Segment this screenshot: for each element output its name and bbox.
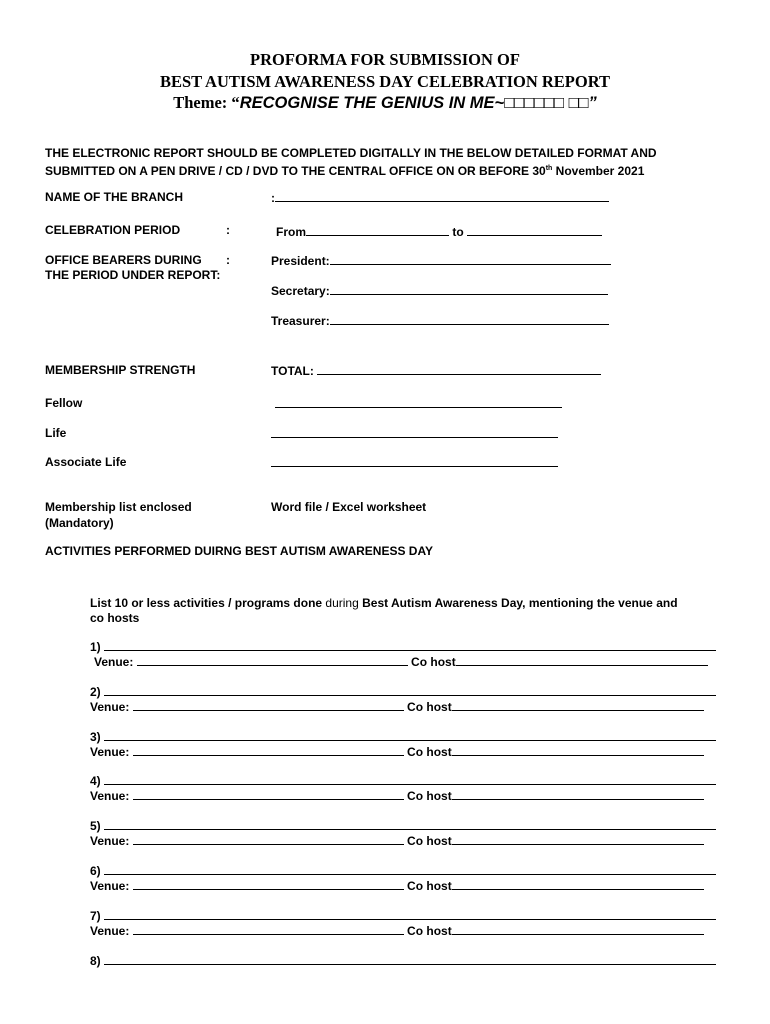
venue-label: Venue: — [90, 700, 130, 714]
cohost-input-line[interactable] — [452, 744, 704, 756]
membership-list-label-line-1: Membership list enclosed — [45, 500, 192, 514]
cohost-label: Co host — [407, 924, 452, 938]
title-line-2: BEST AUTISM AWARENESS DAY CELEBRATION REPORT — [159, 72, 611, 91]
cohost-label: Co host — [411, 655, 456, 669]
branch-label: NAME OF THE BRANCH — [45, 190, 183, 204]
venue-input-line[interactable] — [133, 878, 404, 890]
activity-number: 6) — [90, 864, 101, 878]
venue-label: Venue: — [94, 655, 134, 669]
president-input-line[interactable] — [330, 253, 611, 265]
period-from-input-line[interactable] — [306, 224, 449, 236]
cohost-label: Co host — [407, 879, 452, 893]
president-label: President: — [271, 254, 330, 268]
branch-colon: : — [271, 191, 275, 205]
activity-line[interactable] — [90, 908, 716, 924]
president-field[interactable] — [271, 253, 611, 269]
venue-cohost-line[interactable] — [90, 744, 704, 760]
instruction-superscript: th — [545, 165, 553, 172]
cohost-input-line[interactable] — [452, 833, 704, 845]
fellow-field[interactable] — [275, 396, 562, 412]
treasurer-field[interactable] — [271, 313, 609, 329]
instruction-line-2-date: November 2021 — [552, 164, 645, 178]
cohost-label: Co host — [407, 834, 452, 848]
activity-line[interactable] — [90, 818, 716, 834]
period-from-label: From — [276, 225, 306, 239]
activity-line[interactable] — [90, 729, 716, 745]
venue-cohost-line[interactable] — [90, 788, 704, 804]
associate-life-input-line[interactable] — [271, 455, 558, 467]
venue-label: Venue: — [90, 834, 130, 848]
activity-input-line[interactable] — [104, 773, 716, 785]
activity-input-line[interactable] — [104, 639, 716, 651]
venue-input-line[interactable] — [133, 744, 404, 756]
treasurer-label: Treasurer: — [271, 314, 330, 328]
activity-number: 3) — [90, 730, 101, 744]
venue-label: Venue: — [90, 879, 130, 893]
treasurer-input-line[interactable] — [330, 313, 609, 325]
total-input-line[interactable] — [317, 363, 601, 375]
secretary-field[interactable] — [271, 283, 608, 299]
theme-text: RECOGNISE THE GENIUS IN ME~ — [239, 94, 505, 112]
venue-label: Venue: — [90, 924, 130, 938]
period-to-input-line[interactable] — [467, 224, 602, 236]
venue-input-line[interactable] — [137, 654, 408, 666]
cohost-label: Co host — [407, 745, 452, 759]
cohost-input-line[interactable] — [456, 654, 708, 666]
branch-input-line[interactable] — [275, 190, 609, 202]
life-label: Life — [45, 426, 67, 440]
theme-line — [0, 92, 770, 114]
activity-input-line[interactable] — [104, 818, 716, 830]
associate-life-label: Associate Life — [45, 455, 127, 469]
activity-number: 1) — [90, 640, 101, 654]
venue-cohost-line[interactable] — [94, 654, 708, 670]
activity-input-line[interactable] — [104, 953, 716, 965]
intro-text-post: Best Autism Awareness Day, mentioning the venue and — [358, 596, 678, 610]
activity-number: 5) — [90, 819, 101, 833]
theme-unrendered-glyphs: □□□□□□ □□” — [504, 94, 597, 112]
activity-line[interactable] — [90, 639, 716, 655]
period-label: CELEBRATION PERIOD — [45, 223, 181, 237]
fellow-input-line[interactable] — [275, 396, 562, 408]
bearers-label-line-2: THE PERIOD UNDER REPORT: — [45, 268, 221, 282]
theme-prefix: Theme: “ — [173, 93, 240, 112]
venue-label: Venue: — [90, 789, 130, 803]
activity-number: 2) — [90, 685, 101, 699]
activity-number: 4) — [90, 774, 101, 788]
venue-input-line[interactable] — [133, 699, 404, 711]
instruction-line-2-text: SUBMITTED ON A PEN DRIVE / CD / DVD TO THE CENTRAL OFFICE ON OR BEFORE 30 — [45, 164, 546, 178]
activity-input-line[interactable] — [104, 863, 716, 875]
cohost-label: Co host — [407, 789, 452, 803]
bearers-colon: : — [226, 253, 230, 267]
instruction-line-1: THE ELECTRONIC REPORT SHOULD BE COMPLETED DIGITALLY IN THE BELOW DETAILED FORMAT AND — [45, 146, 657, 160]
fellow-label: Fellow — [45, 396, 83, 410]
activity-line[interactable] — [90, 684, 716, 700]
activity-line[interactable] — [90, 863, 716, 879]
period-field[interactable] — [276, 224, 602, 240]
activity-number: 7) — [90, 909, 101, 923]
associate-life-field[interactable] — [271, 455, 558, 471]
branch-field[interactable] — [271, 190, 609, 206]
secretary-label: Secretary: — [271, 284, 330, 298]
membership-total-field[interactable] — [271, 363, 601, 379]
cohost-input-line[interactable] — [452, 923, 704, 935]
cohost-input-line[interactable] — [452, 878, 704, 890]
bearers-label-line-1: OFFICE BEARERS DURING — [45, 253, 202, 267]
title-line-1: PROFORMA FOR SUBMISSION OF — [250, 50, 520, 69]
activity-input-line[interactable] — [104, 684, 716, 696]
venue-input-line[interactable] — [133, 923, 404, 935]
cohost-label: Co host — [407, 700, 452, 714]
period-colon: : — [226, 223, 230, 237]
venue-input-line[interactable] — [133, 788, 404, 800]
life-input-line[interactable] — [271, 426, 558, 438]
instruction-line-2 — [45, 161, 644, 179]
venue-cohost-line[interactable] — [90, 833, 704, 849]
activity-line[interactable] — [90, 953, 716, 969]
activities-heading: ACTIVITIES PERFORMED DUIRNG BEST AUTISM AWARENESS DAY — [45, 544, 434, 558]
venue-cohost-line[interactable] — [90, 878, 704, 894]
activity-number: 8) — [90, 954, 101, 968]
activity-line[interactable] — [90, 773, 716, 789]
venue-cohost-line[interactable] — [90, 923, 704, 939]
cohost-input-line[interactable] — [452, 699, 704, 711]
total-label: TOTAL: — [271, 364, 314, 378]
venue-cohost-line[interactable] — [90, 699, 704, 715]
life-field[interactable] — [271, 426, 558, 442]
secretary-input-line[interactable] — [330, 283, 608, 295]
activity-input-line[interactable] — [104, 908, 716, 920]
membership-list-label-line-2: (Mandatory) — [45, 516, 114, 530]
intro-text-during: during — [325, 596, 359, 610]
period-to-label: to — [449, 225, 467, 239]
membership-list-value: Word file / Excel worksheet — [271, 500, 427, 514]
activities-intro-line-1 — [90, 596, 678, 611]
cohost-input-line[interactable] — [452, 788, 704, 800]
activities-intro-line-2: co hosts — [90, 611, 140, 625]
venue-label: Venue: — [90, 745, 130, 759]
membership-label: MEMBERSHIP STRENGTH — [45, 363, 196, 377]
activity-input-line[interactable] — [104, 729, 716, 741]
intro-text-pre: List 10 or less activities / programs done — [90, 596, 326, 610]
venue-input-line[interactable] — [133, 833, 404, 845]
